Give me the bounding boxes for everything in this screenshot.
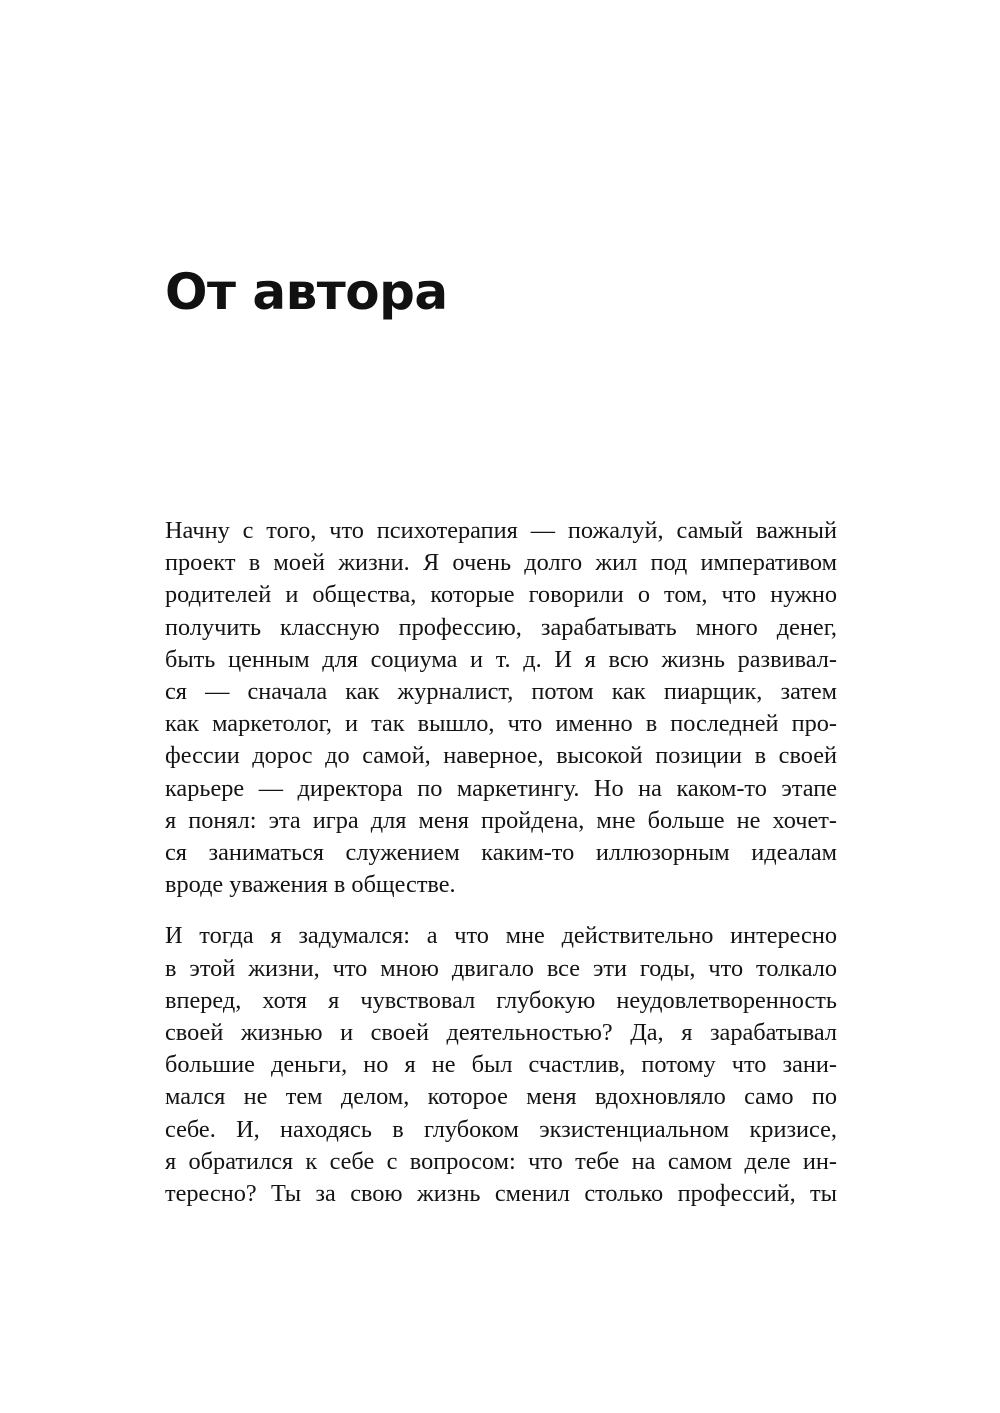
text-line: себе. И, находясь в глубоком экзистенциальном кризисе, — [165, 1115, 837, 1143]
text-line: своей жизнью и своей деятельностью? Да, я зарабатывал — [165, 1019, 837, 1047]
text-line: я понял: эта игра для меня пройдена, мне больше не хочет- — [165, 806, 837, 834]
text-line: вперед, хотя я чувствовал глубокую неудовлетворенность — [165, 986, 837, 1014]
chapter-title: От автора — [165, 263, 448, 321]
text-line: тересно? Ты за свою жизнь сменил столько профессий, ты — [165, 1180, 837, 1208]
body-text — [165, 515, 837, 1229]
text-line: я обратился к себе с вопросом: что тебе на самом деле ин- — [165, 1147, 837, 1175]
text-line: фессии дорос до самой, наверное, высокой позиции в своей — [165, 742, 837, 770]
text-line: родителей и общества, которые говорили о том, что нужно — [165, 581, 837, 609]
text-line: вроде уважения в обществе. — [165, 871, 456, 899]
text-line: ся — сначала как журналист, потом как пиарщик, затем — [165, 678, 837, 706]
text-line: мался не тем делом, которое меня вдохновляло само по — [165, 1083, 837, 1111]
text-line: Начну с того, что психотерапия — пожалуй, самый важный — [165, 517, 837, 544]
text-line: быть ценным для социума и т. д. И я всю жизнь развивал- — [165, 645, 837, 673]
text-line: ся заниматься служением каким-то иллюзорным идеалам — [165, 839, 837, 867]
text-line: проект в моей жизни. Я очень долго жил под императивом — [165, 549, 837, 577]
text-line: И тогда я задумался: а что мне действительно интересно — [165, 922, 837, 950]
text-line: карьере — директора по маркетингу. Но на каком-то этапе — [165, 774, 837, 802]
paragraph-2 — [165, 920, 837, 1210]
text-line: как маркетолог, и так вышло, что именно в последней про- — [165, 710, 837, 738]
text-line: большие деньги, но я не был счастлив, потому что зани- — [165, 1051, 837, 1079]
paragraph-1 — [165, 515, 837, 901]
text-line: в этой жизни, что мною двигало все эти годы, что толкало — [165, 954, 837, 982]
text-line: получить классную профессию, зарабатывать много денег, — [165, 613, 837, 641]
